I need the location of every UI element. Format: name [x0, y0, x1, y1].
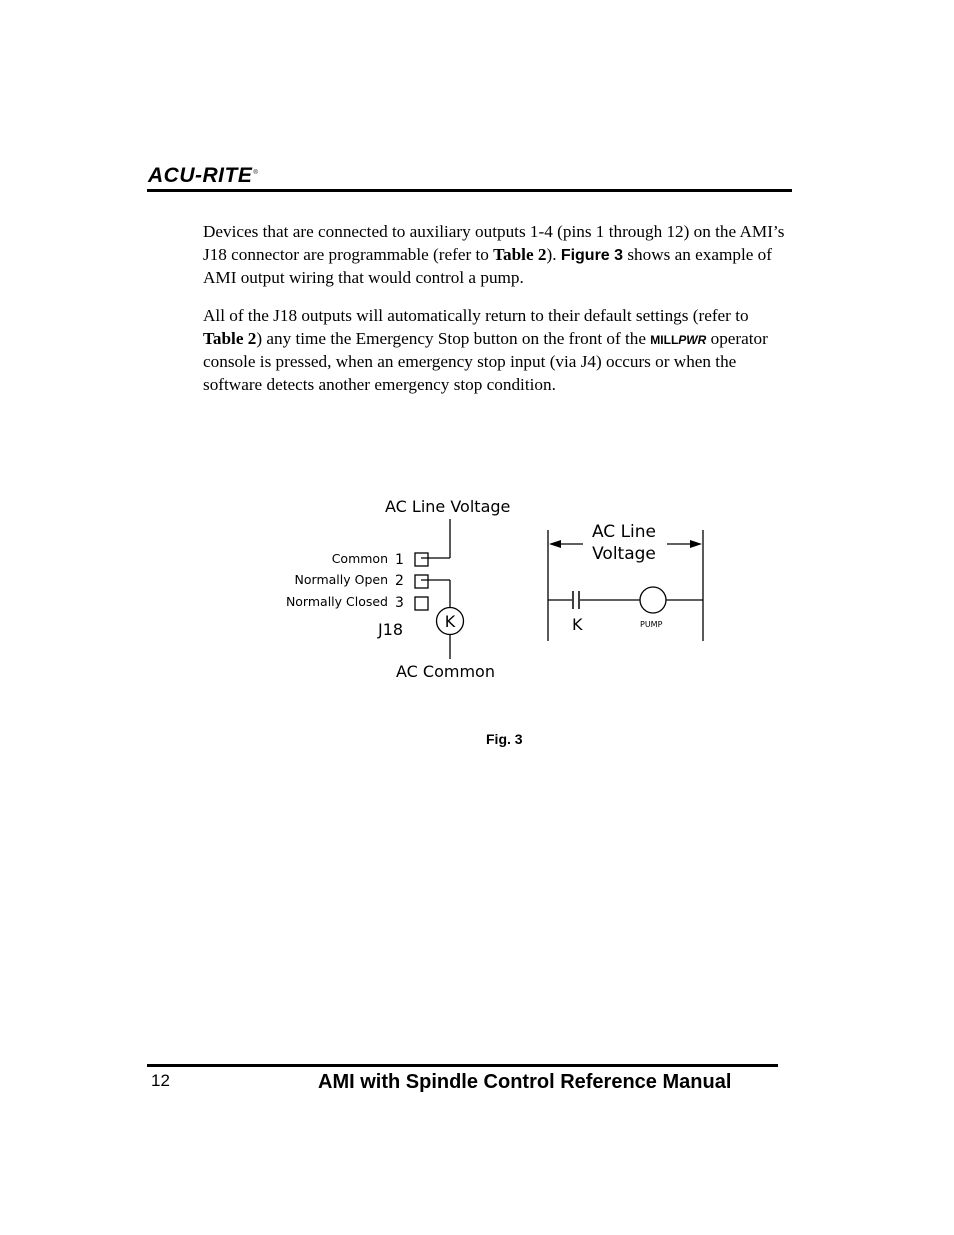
paragraph1-text-a: Devices that are connected to auxiliary outputs 1-4 (pins 1 through 12) on the AMI’s J18 connector are programmable (refer to [203, 222, 785, 264]
page-number: 12 [151, 1071, 170, 1090]
footer-rule [147, 1064, 778, 1067]
pin-number-1: 1 [395, 552, 404, 568]
paragraph-outputs-intro [203, 221, 793, 290]
paragraph-emergency-stop [203, 305, 793, 396]
pump-label: PUMP [640, 620, 663, 629]
manual-title: AMI with Spindle Control Reference Manual [318, 1071, 732, 1093]
logo-text: ACU-RITE [148, 164, 253, 187]
ac-line-voltage-label: AC Line Voltage [385, 497, 511, 516]
dimension-arrow-right [690, 540, 702, 548]
paragraph2-text-c: operator console is pressed, when an emergency stop input (via J4) occurs or when the software detects another emergency stop condition. [203, 328, 768, 394]
millpwr-brand-pwr: PWR [678, 332, 707, 347]
ladder-voltage-label-line1: AC Line [591, 522, 657, 542]
table-2-reference: Table 2 [203, 328, 257, 348]
paragraph1-text-b: ). [546, 244, 561, 264]
figure-caption: Fig. 3 [486, 731, 523, 747]
table-2-reference: Table 2 [493, 244, 547, 264]
ac-common-label: AC Common [396, 662, 495, 681]
contact-label: K [572, 615, 583, 634]
dimension-arrow-left [549, 540, 561, 548]
paragraph2-text-b: ) any time the Emergency Stop button on the front of the [256, 328, 651, 348]
pin-number-2: 2 [395, 573, 404, 589]
pump-wiring-diagram [270, 490, 720, 690]
pin-label-normally-closed: Normally Closed [285, 594, 388, 609]
registered-mark: ® [253, 170, 259, 176]
paragraph2-text-a: All of the J18 outputs will automatically return to their default settings (refer to [203, 306, 749, 325]
connector-label-j18: J18 [378, 620, 404, 639]
pin-label-common: Common [331, 551, 388, 566]
pump-load-symbol [640, 587, 666, 613]
figure-3-reference: Figure 3 [560, 246, 624, 264]
paragraph1-text-c: shows an example of AMI output wiring that would control a pump. [203, 244, 772, 288]
acu-rite-logo [148, 164, 258, 188]
pin-label-normally-open: Normally Open [294, 572, 388, 587]
millpwr-brand-mill: MILL [650, 332, 679, 347]
pin-2-terminal [415, 575, 428, 588]
header-rule [147, 189, 792, 192]
pin-number-3: 3 [395, 595, 404, 611]
relay-coil-label: K [444, 612, 456, 631]
pin-1-terminal [415, 553, 428, 566]
pin-3-terminal [415, 597, 428, 610]
ladder-voltage-label-line2: Voltage [592, 544, 656, 564]
